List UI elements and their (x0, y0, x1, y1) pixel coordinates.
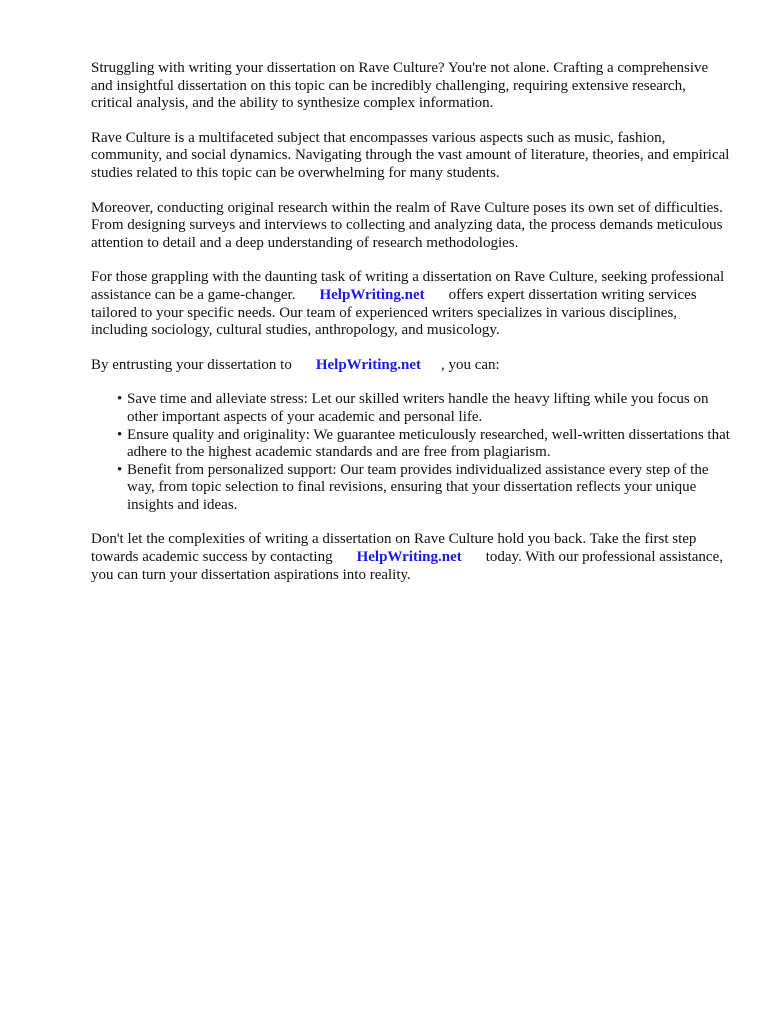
helpwriting-link[interactable]: HelpWriting.net (319, 286, 425, 303)
entrust-paragraph (91, 357, 731, 375)
research-paragraph: Moreover, conducting original research within the realm of Rave Culture poses its own set of difficulties. From designing surveys and interviews to collecting and analyzing data, the process demands meticulous attention to detail and a deep understanding of research methodologies. (91, 199, 723, 251)
bullet-icon: • (117, 391, 123, 408)
list-item (117, 461, 731, 515)
bullet-icon: • (117, 461, 123, 478)
entrust-text-before: By entrusting your dissertation to (91, 356, 292, 373)
list-item-text: Benefit from personalized support: Our team provides individualized assistance every step of the way, from topic selection to final revisions, ensuring that your dissertation reflects your unique insights and ideas. (127, 461, 709, 513)
assistance-paragraph (91, 269, 731, 339)
assistance-text-after: offers expert dissertation writing services tailored to your specific needs. Our team of experienced writers specializes in various disciplines, including sociology, cultural studies, anthropology, and musicology. (91, 286, 697, 339)
list-item (117, 391, 731, 426)
bullet-icon: • (117, 426, 123, 443)
list-item-text: Ensure quality and originality: We guarantee meticulously researched, well-written dissertations that adhere to the highest academic standards and are free from plagiarism. (127, 426, 730, 461)
closing-text-before: Don't let the complexities of writing a dissertation on Rave Culture hold you back. Take the first step towards academic success by contacting (91, 531, 697, 566)
list-item-text: Save time and alleviate stress: Let our skilled writers handle the heavy lifting while you focus on other important aspects of your academic and personal life. (127, 391, 709, 425)
document-page (91, 60, 731, 601)
entrust-text-after: , you can: (440, 356, 500, 373)
helpwriting-link[interactable]: HelpWriting.net (315, 356, 421, 373)
closing-text-after: today. With our professional assistance, you can turn your dissertation aspirations into reality. (91, 549, 723, 583)
list-item (117, 426, 731, 462)
helpwriting-link[interactable]: HelpWriting.net (356, 549, 462, 566)
intro-paragraph: Struggling with writing your dissertation on Rave Culture? You're not alone. Crafting a comprehensive and insightful dissertation on this topic can be incredibly challenging, requiring extensive research, critical analysis, and the ability to synthesize complex information. (91, 60, 709, 112)
closing-paragraph (91, 531, 731, 584)
benefits-list (91, 391, 731, 514)
assistance-text-before: For those grappling with the daunting task of writing a dissertation on Rave Culture, seeking professional assistance can be a game-changer. (91, 269, 725, 303)
topic-paragraph: Rave Culture is a multifaceted subject that encompasses various aspects such as music, fashion, community, and social dynamics. Navigating through the vast amount of literature, theories, and empirical studies related to this topic can be overwhelming for many students. (91, 129, 730, 181)
